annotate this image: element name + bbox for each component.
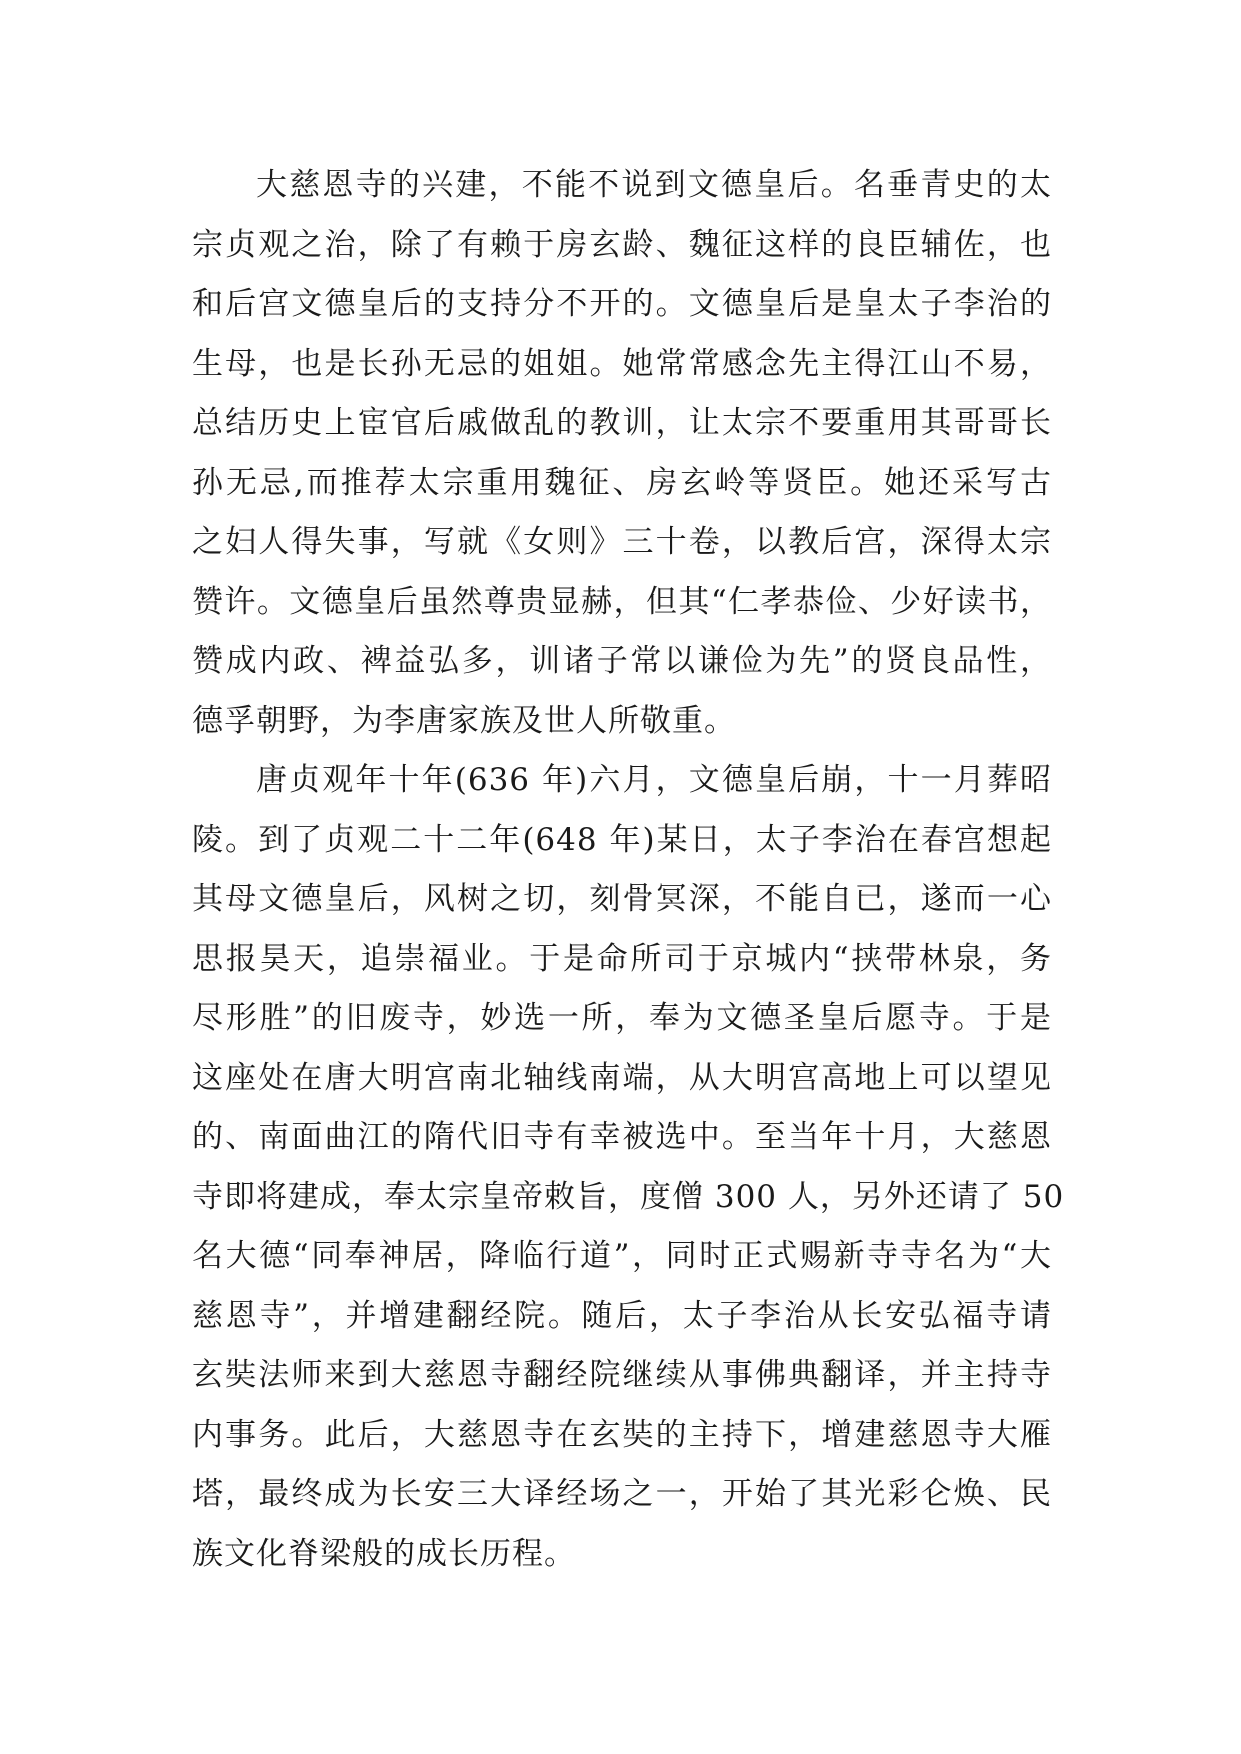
text-line: 生母，也是长孙无忌的姐姐。她常常感念先主得江山不易， bbox=[192, 345, 1052, 382]
text-line: 总结历史上宦官后戚做乱的教训，让太宗不要重用其哥哥长 bbox=[192, 405, 1052, 441]
text-line: 赞许。文德皇后虽然尊贵显赫，但其“仁孝恭俭、少好读书， bbox=[192, 583, 1052, 620]
text-line: 的、南面曲江的隋代旧寺有幸被选中。至当年十月，大慈恩 bbox=[192, 1119, 1052, 1155]
body-text bbox=[192, 156, 1065, 1584]
text-line: 内事务。此后，大慈恩寺在玄奘的主持下，增建慈恩寺大雁 bbox=[192, 1416, 1052, 1453]
text-line: 和后宫文德皇后的支持分不开的。文德皇后是皇太子李治的 bbox=[192, 286, 1052, 322]
text-line: 名大德“同奉神居，降临行道”，同时正式赐新寺寺名为“大 bbox=[192, 1238, 1052, 1274]
text-line: 赞成内政、裨益弘多，训诸子常以谦俭为先”的贤良品性， bbox=[192, 643, 1052, 679]
paragraph-2 bbox=[192, 751, 1065, 1584]
text-line: 孙无忌,而推荐太宗重用魏征、房玄岭等贤臣。她还采写古 bbox=[192, 464, 1052, 501]
text-line: 寺即将建成，奉太宗皇帝敕旨，度僧 300 人，另外还请了 50 bbox=[192, 1178, 1065, 1215]
text-line: 德孚朝野，为李唐家族及世人所敬重。 bbox=[192, 702, 736, 739]
text-line: 陵。到了贞观二十二年(648 年)某日，太子李治在春宫想起 bbox=[192, 821, 1052, 858]
text-line: 之妇人得失事，写就《女则》三十卷，以教后宫，深得太宗 bbox=[192, 524, 1052, 560]
text-line: 尽形胜”的旧废寺，妙选一所，奉为文德圣皇后愿寺。于是 bbox=[192, 1000, 1052, 1036]
text-line: 宗贞观之治，除了有赖于房玄龄、魏征这样的良臣辅佐，也 bbox=[192, 226, 1052, 263]
text-line: 玄奘法师来到大慈恩寺翻经院继续从事佛典翻译，并主持寺 bbox=[192, 1357, 1052, 1393]
text-line: 其母文德皇后，风树之切，刻骨冥深，不能自已，遂而一心 bbox=[192, 881, 1052, 917]
text-line: 族文化脊梁般的成长历程。 bbox=[192, 1535, 576, 1572]
text-line: 大慈恩寺的兴建，不能不说到文德皇后。名垂青史的太 bbox=[256, 167, 1052, 203]
text-line: 思报昊天，追崇福业。于是命所司于京城内“挟带林泉，务 bbox=[192, 940, 1052, 977]
paragraph-1 bbox=[192, 156, 1052, 751]
text-line: 塔，最终成为长安三大译经场之一，开始了其光彩仑焕、民 bbox=[192, 1476, 1052, 1512]
text-line: 这座处在唐大明宫南北轴线南端，从大明宫高地上可以望见 bbox=[192, 1059, 1052, 1096]
text-line: 唐贞观年十年(636 年)六月，文德皇后崩，十一月葬昭 bbox=[256, 762, 1052, 798]
text-line: 慈恩寺”，并增建翻经院。随后，太子李治从长安弘福寺请 bbox=[192, 1297, 1052, 1334]
